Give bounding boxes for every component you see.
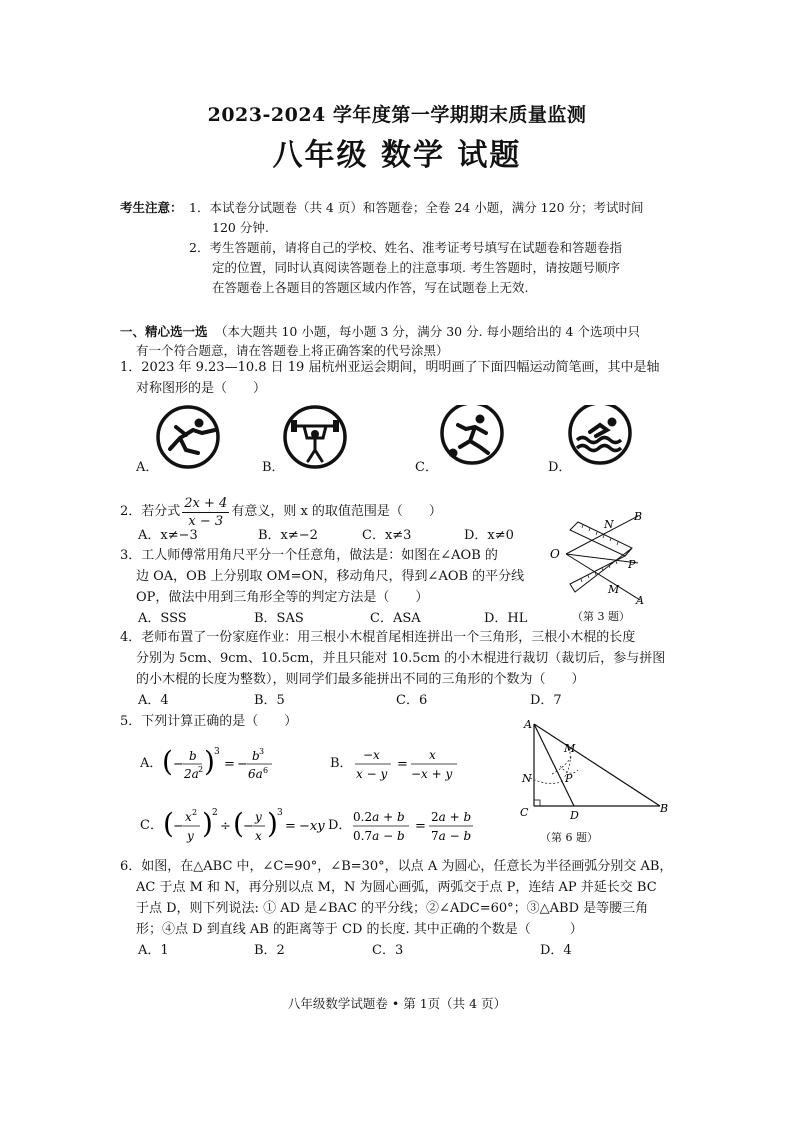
svg-text:−x + y: −x + y [410, 767, 452, 781]
exam-title-line2: 八年级 数学 试题 [272, 138, 522, 173]
svg-text:−: − [172, 819, 184, 834]
q3-line3: OP，做法中用到三角形全等的判定方法是（ ） [136, 590, 429, 605]
q3-label-n: N [604, 518, 614, 531]
svg-text:b: b [252, 749, 261, 763]
svg-text:−x: −x [362, 748, 380, 762]
svg-text:7a − b: 7a − b [431, 829, 472, 843]
swimming-icon [570, 405, 630, 463]
svg-text:=: = [224, 757, 236, 772]
svg-text:b: b [189, 749, 198, 763]
svg-text:(: ( [232, 807, 244, 840]
q1-line2: 对称图形的是（ ） [136, 381, 267, 396]
svg-text:−xy: −xy [298, 819, 325, 834]
q3-option-c: C．ASA [370, 611, 421, 626]
q6-figure-caption: （第 6 题） [540, 831, 598, 844]
q1-option-a: A． [136, 460, 159, 475]
q2-option-d: D．x≠0 [464, 528, 514, 543]
q3-figure-caption: （第 3 题） [572, 610, 630, 623]
q3-label-p: P [628, 558, 636, 571]
q6-label-a: A [524, 718, 532, 731]
q3-line1: 3．工人师傅常用角尺平分一个任意角，做法是：如图在∠AOB 的 [120, 548, 498, 563]
q4-line3: 的小木棍的长度为整数），则同学们最多能拼出不同的三角形的个数为（ ） [136, 672, 585, 687]
q5-option-b [330, 745, 473, 783]
svg-text:x: x [428, 748, 436, 762]
q4-line2: 分别为 5cm、9cm、10.5cm，并且只能对 10.5cm 的小木棍进行裁切（裁切后，参与拼图 [136, 651, 666, 666]
notice-item1-line1: 1．本试卷分试题卷（共 4 页）和答题卷；全卷 24 小题，满分 120 分；考试时间 [189, 200, 644, 215]
q3-option-a: A．SSS [138, 611, 187, 626]
svg-text:): ) [201, 807, 213, 840]
q2-option-a: A．x≠−3 [138, 528, 198, 543]
q3-option-d: D．HL [484, 611, 528, 626]
svg-text:2: 2 [211, 808, 218, 818]
notice-item2-line3: 在答题卷上各题目的答题区域内作答，写在试题卷上无效. [212, 280, 529, 295]
notice-label: 考生注意： [120, 200, 183, 215]
svg-text:=: = [284, 819, 296, 834]
svg-text:3: 3 [259, 747, 265, 756]
q2-frac-num: 2x + 4 [184, 495, 228, 511]
q5-option-d-label: D． [328, 818, 352, 833]
section1-title: 一、精心选一选 [120, 324, 208, 339]
svg-text:3: 3 [276, 808, 283, 818]
weightlifting-icon [285, 407, 345, 467]
q6-figure [512, 716, 682, 831]
svg-text:6: 6 [263, 766, 269, 775]
svg-text:÷: ÷ [219, 819, 231, 834]
svg-text:3: 3 [214, 747, 221, 757]
q4-line1: 4．老师布置了一份家庭作业：用三根小木棍首尾相连拼出一个三角形，三根小木棍的长度 [120, 630, 636, 645]
notice-item1-line2: 120 分钟. [212, 220, 269, 235]
svg-text:0.2a + b: 0.2a + b [353, 810, 406, 824]
q5-option-a-label: A． [140, 756, 163, 771]
q1-line1: 1．2023 年 9.23—10.8 日 19 届杭州亚运会期间，明明画了下面四幅运动简笔画，其中是轴 [120, 360, 660, 375]
notice-item2-line2: 定的位置，同时认真阅读答题卷上的注意事项. 考生答题时，请按题号顺序 [212, 260, 620, 275]
exam-title-line1: 2023-2024 学年度第一学期期末质量监测 [207, 104, 587, 126]
svg-text:−: − [242, 819, 254, 834]
q6-label-n: N [522, 772, 532, 785]
q4-option-c: C．6 [396, 693, 428, 708]
q2-fraction [182, 495, 229, 530]
q1-option-c: C． [415, 460, 438, 475]
q6-option-c: C．3 [372, 943, 404, 958]
football-icon [442, 405, 502, 463]
svg-text:0.7a − b: 0.7a − b [353, 829, 406, 843]
svg-text:x − y: x − y [355, 767, 387, 781]
q6-label-m: M [564, 742, 576, 755]
q5-option-a-formula [162, 744, 300, 784]
q5-option-b-label: B． [330, 756, 353, 771]
q3-label-a: A [636, 594, 644, 607]
fencing-icon [158, 407, 218, 467]
svg-text:=: = [415, 819, 427, 834]
q6-option-a: A．1 [138, 943, 169, 958]
q5-option-c [140, 806, 333, 846]
svg-text:=: = [396, 757, 408, 772]
q4-option-a: A．4 [138, 693, 169, 708]
q2-option-c: C．x≠3 [362, 528, 412, 543]
q5-option-a [140, 745, 300, 783]
notice-item2-line1: 2．考生答题前，请将自己的学校、姓名、准考证考号填写在试题卷和答题卷指 [189, 240, 622, 255]
q5-option-d-formula [351, 805, 481, 847]
page-footer: 八年级数学试题卷 • 第 1页（共 4 页） [287, 996, 507, 1011]
q6-label-c: C [520, 806, 529, 819]
section1-desc-line2: 有一个符合题意，请在答题卷上将正确答案的代号涂黑） [136, 343, 449, 358]
q2-option-b: B．x≠−2 [258, 528, 318, 543]
svg-text:): ) [266, 807, 278, 840]
svg-text:y: y [186, 829, 194, 843]
q5-option-d [328, 806, 481, 846]
q5-option-c-formula [163, 805, 333, 847]
q5-line1: 5．下列计算正确的是（ ） [120, 714, 298, 729]
svg-text:2a: 2a [184, 767, 200, 781]
svg-text:2a + b: 2a + b [431, 810, 472, 824]
q5-option-b-formula [353, 744, 473, 784]
q1-option-b: B． [262, 460, 285, 475]
q4-option-b: B．5 [254, 693, 285, 708]
q2-number: 2．若分式 [120, 504, 181, 519]
q6-option-d: D．4 [540, 943, 572, 958]
q5-option-c-label: C． [140, 818, 163, 833]
q6-label-p: P [565, 772, 573, 785]
q6-option-b: B．2 [254, 943, 285, 958]
svg-text:−: − [173, 757, 185, 772]
svg-text:6a: 6a [248, 767, 264, 781]
q6-line2: AC 于点 M 和 N，再分别以点 M，N 为圆心画弧，两弧交于点 P，连结 AP 并延长交 BC [136, 880, 657, 895]
q6-line1: 6．如图，在△ABC 中，∠C=90°，∠B=30°，以点 A 为圆心，任意长为半径画弧分别交 AB， [120, 859, 673, 874]
svg-text:y: y [254, 810, 262, 824]
svg-text:−: − [237, 757, 249, 772]
q3-label-m: M [608, 583, 620, 596]
svg-text:(: ( [162, 807, 174, 840]
svg-text:x: x [254, 829, 262, 843]
q4-option-d: D．7 [530, 693, 562, 708]
q6-label-d: D [570, 809, 579, 822]
svg-text:): ) [204, 745, 216, 778]
section1-desc-line1: （本大题共 10 小题，每小题 3 分，满分 30 分. 每小题给出的 4 个选项中只 [215, 324, 640, 339]
svg-text:2: 2 [198, 765, 204, 774]
q3-label-b: B [634, 510, 643, 523]
q6-line3: 于点 D，则下列说法: ① AD 是∠BAC 的平分线；②∠ADC=60°；③△ABD 是等腰三角 [136, 901, 649, 916]
q2-rest: 有意义，则 x 的取值范围是（ ） [231, 504, 442, 519]
svg-text:(: ( [162, 745, 174, 778]
q3-option-b: B．SAS [254, 611, 304, 626]
q6-line4: 形；④点 D 到直线 AB 的距离等于 CD 的长度. 其中正确的个数是（ ） [136, 922, 583, 937]
q3-label-o: O [550, 547, 560, 561]
svg-text:2: 2 [191, 808, 198, 817]
svg-text:x: x [184, 810, 192, 824]
q2-frac-den: x − 3 [188, 513, 224, 529]
q1-option-d: D． [548, 460, 572, 475]
q6-label-b: B [660, 802, 669, 815]
q3-line2: 边 OA，OB 上分别取 OM=ON，移动角尺，得到∠AOB 的平分线 [136, 569, 525, 584]
